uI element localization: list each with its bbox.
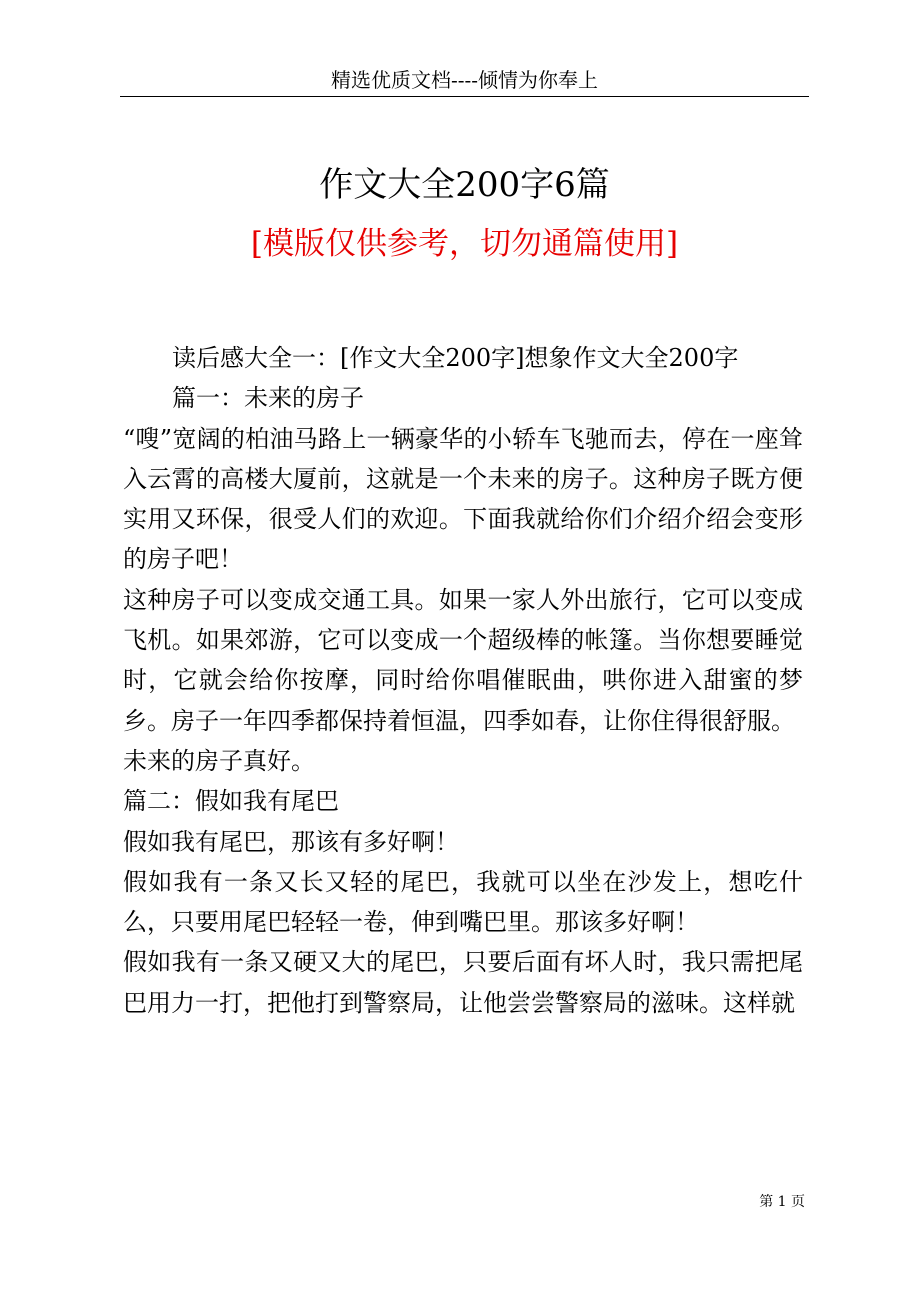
document-disclaimer: [模版仅供参考，切勿通篇使用] [250, 226, 679, 262]
paragraph: 假如我有一条又硬又大的尾巴，只要后面有坏人时，我只需把尾巴用力一打，把他打到警察局，让他尝尝警察局的滋味。这样就 [123, 948, 803, 1017]
paragraph: 这种房子可以变成交通工具。如果一家人外出旅行，它可以变成飞机。如果郊游，它可以变成一个超级棒的帐篷。当你想要睡觉时，它就会给你按摩，同时给你唱催眠曲，哄你进入甜蜜的梦乡。房子一年四季都保持着恒温，四季如春，让你住得很舒服。 [123, 585, 803, 735]
paragraph: 假如我有一条又长又轻的尾巴，我就可以坐在沙发上，想吃什么，只要用尾巴轻轻一卷，伸到嘴巴里。那该多好啊！ [123, 867, 803, 937]
document-body [123, 338, 803, 1023]
essay-heading-1: 篇一：未来的房子 [172, 384, 364, 413]
paragraph: “嗖”宽阔的柏油马路上一辆豪华的小轿车飞驰而去，停在一座耸入云霄的高楼大厦前，这就是一个未来的房子。这种房子既方便实用又环保，很受人们的欢迎。下面我就给你们介绍介绍会变形的房子吧！ [123, 424, 803, 574]
page-header: 精选优质文档----倾情为你奉上 [330, 68, 599, 92]
page-number: 第 1 页 [759, 1194, 805, 1210]
essay-heading-2: 篇二：假如我有尾巴 [123, 787, 339, 816]
paragraph: 未来的房子真好。 [123, 746, 315, 775]
document-title: 作文大全200字6篇 [319, 165, 610, 205]
section-intro-line: 读后感大全一：[作文大全200字]想象作文大全200字 [172, 344, 739, 372]
header-divider [120, 96, 809, 97]
paragraph: 假如我有尾巴，那该有多好啊！ [123, 827, 459, 856]
